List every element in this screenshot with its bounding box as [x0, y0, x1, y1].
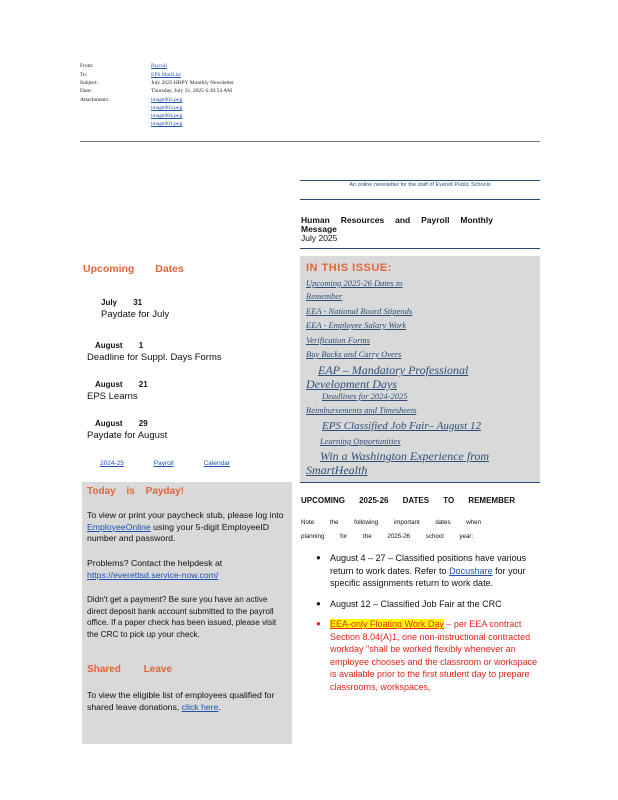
from-label: From: — [80, 63, 94, 69]
bullet-text: August 4 – 27 – Classified positions have various return to work dates. Refer to — [330, 553, 527, 576]
payment-paragraph: Didn't get a payment? Be sure you have an active direct deposit bank account submitted to the payroll office. If a paper check has been issued, please visit the CRC to pick up your check. — [87, 595, 277, 639]
docushare-link[interactable]: Docushare — [449, 565, 493, 576]
title-divider — [300, 248, 540, 249]
date-label: July 31 — [101, 298, 143, 307]
issue-link[interactable]: Win a Washington Experience from — [320, 449, 490, 463]
attachment-link[interactable]: image001.png — [151, 121, 183, 127]
title-word: Human — [301, 215, 330, 225]
issue-link[interactable]: EPS Classified Job Fair– August 12 — [322, 420, 481, 432]
date-value: Thursday, July 31, 2025 6:30:54 AM — [151, 88, 233, 94]
payday-panel — [82, 482, 292, 744]
date-label: August 1 — [95, 341, 144, 350]
payday-text: To view or print your paycheck stub, please log into — [87, 510, 284, 520]
upcoming-dates-heading: Upcoming Dates — [83, 263, 184, 275]
attachment-link[interactable]: image002.png — [151, 97, 183, 103]
bullet-text: – per EEA contract Section 8.04(A)1, one non-instructional contracted workday "shall be worked flexibly whenever an employee chooses and the classroom or workspace is available prior to the first student day to prepare classrooms, workspaces, — [330, 619, 538, 692]
payday-text: using your 5-digit EmployeeID number and password. — [87, 521, 270, 543]
title-line2: Message — [301, 224, 337, 234]
attachment-link[interactable]: image003.png — [151, 105, 183, 111]
date-description: Paydate for August — [87, 430, 168, 441]
date-description: Deadline for Suppl. Days Forms — [87, 352, 222, 363]
issue-link[interactable]: Buy Backs and Carry Overs — [306, 349, 402, 359]
payroll-calendar-link[interactable] — [100, 460, 230, 467]
issue-link[interactable]: Verification Forms — [306, 335, 370, 345]
date-label: August 29 — [95, 419, 148, 428]
in-this-issue-box — [300, 256, 540, 483]
bullet-text: for your specific assignments return to work date. — [330, 565, 526, 588]
dates-bullet-list — [316, 552, 538, 701]
title-word: Payroll — [421, 215, 450, 225]
shared-leave-heading: Shared Leave — [87, 664, 173, 675]
shared-leave-text: To view the eligible list of employees qualified for shared leave donations, — [87, 690, 275, 712]
issue-link[interactable]: EAP – Mandatory Professional — [318, 363, 469, 377]
issue-link[interactable]: EEA - Employee Salary Work — [306, 320, 407, 330]
calendar-link-word: Payroll — [153, 460, 174, 467]
helpdesk-link[interactable]: https://everettsd.service-now.com/ — [87, 569, 219, 580]
from-link[interactable]: Payroll — [151, 63, 167, 69]
issue-link[interactable]: Reimbursements and Timesheets — [306, 405, 417, 415]
subject-label: Subject: — [80, 80, 99, 86]
today-payday-heading: Today is Payday! — [87, 486, 184, 497]
date-description: EPS Learns — [87, 391, 138, 402]
to-link[interactable]: EPS MailList — [151, 72, 181, 78]
calendar-link-word: Calendar — [203, 460, 230, 467]
upcoming-2025-heading — [301, 496, 515, 505]
heading-word: DATES — [402, 496, 430, 505]
title-word: Resources — [340, 215, 385, 225]
newsletter-title — [301, 216, 541, 243]
date-label: August 21 — [95, 380, 148, 389]
attachments-label: Attachments: — [80, 97, 110, 103]
to-label: To: — [80, 72, 88, 78]
newsletter-date: July 2025 — [301, 233, 338, 243]
heading-word: UPCOMING — [301, 496, 345, 505]
issue-link[interactable]: SmartHealth — [306, 463, 368, 477]
employee-online-link[interactable]: EmployeeOnline — [87, 521, 151, 532]
issue-link[interactable]: EEA - National Board Stipends — [306, 306, 413, 316]
issue-link[interactable]: Deadlines for 2024-2025 — [322, 391, 408, 401]
shared-leave-link[interactable]: click here — [181, 701, 219, 712]
in-this-issue-title: IN THIS ISSUE: — [306, 262, 392, 274]
issue-link[interactable]: Development Days — [306, 377, 397, 391]
heading-word: REMEMBER — [468, 496, 515, 505]
heading-word: TO — [443, 496, 455, 505]
header-divider — [80, 141, 540, 142]
floating-workday-highlight[interactable]: EEA-only Floating Work Day — [330, 619, 444, 629]
date-description: Paydate for July — [101, 309, 170, 320]
issue-link[interactable]: Learning Opportunities — [320, 436, 401, 446]
title-word: Monthly — [460, 215, 493, 225]
attachment-link[interactable]: image004.png — [151, 113, 183, 119]
bullet-item — [316, 618, 538, 693]
payday-paragraph — [87, 510, 287, 545]
shared-leave-text: . — [218, 701, 221, 712]
helpdesk-text: Problems? Contact the helpdesk at — [87, 558, 223, 568]
bullet-item — [316, 552, 538, 590]
newsletter-banner: An online newsletter for the staff of Everett Public Schools — [300, 180, 540, 200]
date-label: Date: — [80, 88, 92, 94]
upcoming-note: Note the following important dates when planning for the 2025-26 school year: — [301, 519, 482, 540]
title-word: and — [395, 215, 411, 225]
issue-link[interactable]: Upcoming 2025-26 Dates to — [306, 278, 403, 288]
helpdesk-paragraph — [87, 558, 287, 581]
shared-leave-paragraph — [87, 690, 287, 713]
issue-link[interactable]: Remember — [306, 291, 343, 301]
calendar-link-word: 2024-25 — [100, 460, 124, 467]
subject-value: July 2025 HRPY Monthly Newsletter — [151, 80, 234, 86]
heading-word: 2025-26 — [359, 496, 389, 505]
bullet-item: ● August 12 – Classified Job Fair at the CRC — [316, 598, 538, 611]
